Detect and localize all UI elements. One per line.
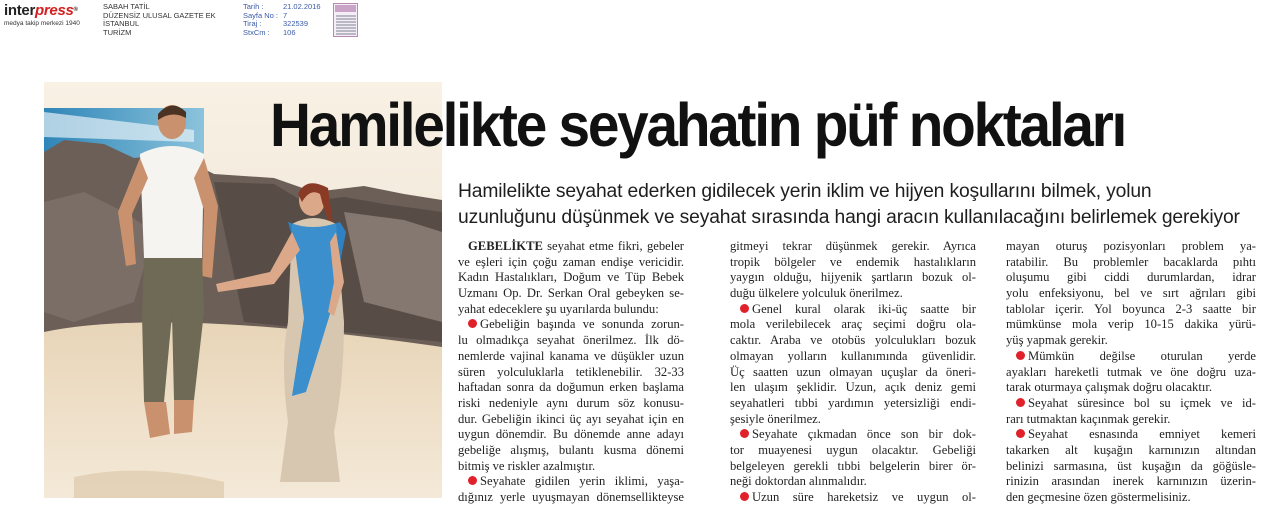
meta-page-value: 7 xyxy=(283,10,288,20)
body-line: duğu ülkelere yolculuk önerilmez. xyxy=(730,286,903,301)
bullet-icon xyxy=(740,429,749,438)
body-line: nemlerde vajinal kanama ve düşükler uzun xyxy=(458,348,684,363)
meta-stxcm-value: 106 xyxy=(283,27,296,37)
body-line: Kadın Hastalıkları, Doğum ve Tüp Bebek xyxy=(458,270,684,285)
body-line: yolu enfeksiyonu, bel ve sırt ağrıları gibi xyxy=(1006,286,1256,301)
subheadline-line: Hamilelikte seyahat ederken gidilecek yerin iklim ve hijyen koşullarını bilmek, yolun xyxy=(458,181,1152,202)
body-line: lu olmadıkça seyahat önerilmez. İlk dö- xyxy=(458,333,684,348)
body-line: Genel kural olarak iki-üç saatte bir xyxy=(730,302,976,318)
article-subheadline xyxy=(458,179,1278,231)
body-line: gitmeyi tekrar düşünmek gerekir. Ayrıca xyxy=(730,239,976,253)
meta-date-label: Tarih : xyxy=(243,2,264,11)
page-thumbnail[interactable] xyxy=(333,3,358,37)
body-line: tropik bölgeler ve endemik hastalıkların xyxy=(730,254,976,269)
body-line: yahat edeceklere şu uyarılarda bulundu: xyxy=(458,301,659,316)
body-line: şesiyle önerilmez. xyxy=(730,411,821,426)
body-line: Uzun süre hareketsiz ve uygun ol- xyxy=(730,490,976,506)
publication-city: İSTANBUL xyxy=(103,19,140,29)
body-line: mola verilebilecek araç seçimi doğru ola- xyxy=(730,317,976,332)
body-line: dur. Gebeliğin ikinci üç ayı seyahat için en xyxy=(458,411,684,426)
body-line: riski nedeniyle aynı durum söz konusu- xyxy=(458,395,684,410)
body-line: Mümkün değilse oturulan yerde xyxy=(1006,349,1256,365)
body-line: Seyahat esnasında emniyet kemeri xyxy=(1006,427,1256,443)
body-line: oluşumu gibi ciddi durumlardan, idrar xyxy=(1006,270,1256,285)
body-line: haftadan sonra da doğumun erken başlama xyxy=(458,380,684,395)
body-line: süren yolculuklarla tetiklenebilir. 32-33 xyxy=(458,364,684,379)
body-line: takarken alt kuşağın karnınızın altından xyxy=(1006,442,1256,457)
body-line: tor muayenesi uygun olacaktır. Gebeliği xyxy=(730,442,976,457)
body-line: ratabilir. Bu problemler bacaklarda pıhtı xyxy=(1006,254,1256,269)
body-line: belgeleyen gerekli tıbbi belgelerin birer ör- xyxy=(730,458,976,473)
meta-date-value: 21.02.2016 xyxy=(283,2,321,11)
body-line: neği doktordan alınmalıdır. xyxy=(730,474,867,489)
body-line: Gebeliğin başında ve sonunda zorun- xyxy=(458,317,684,333)
body-line: bitmiş ve riskler azalmıştır. xyxy=(458,458,596,473)
meta-circulation-value: 322539 xyxy=(283,19,309,29)
body-line: mayan oturuş pozisyonları problem ya- xyxy=(1006,239,1256,253)
body-line: Üç saatten uzun olmayan uçuşlar da öneri- xyxy=(730,364,976,379)
body-line: seyahatleri tıbbi yardımın yetersizliği endi- xyxy=(730,395,976,410)
bullet-icon xyxy=(468,476,477,485)
subheadline-line: uzunluğunu düşünmek ve seyahat sırasında hangi aracın kullanılacağını belirlemek gerekiyor xyxy=(458,207,1240,228)
bullet-icon xyxy=(740,304,749,313)
body-line: belinizi sarmasına, üst kuşağın da göğüsle- xyxy=(1006,458,1256,473)
body-line: ve eşleri için çoğu zaman endişe vericidir. xyxy=(458,254,684,269)
body-line: rarı tutmaktan kaçınmak gerekir. xyxy=(1006,411,1171,426)
publication-info xyxy=(103,3,216,37)
body-line: Uzmanı Op. Dr. Serkan Oral gebeyken se- xyxy=(458,286,684,301)
logo-tagline: medya takip merkezi 1940 xyxy=(4,20,80,27)
body-line: den geçmesine özen göstermelisiniz. xyxy=(1006,490,1191,504)
article-column-3 xyxy=(1006,239,1256,506)
body-line: ayakları hareketli tutmak ve öne doğru uza- xyxy=(1006,364,1256,379)
body-line: tablolar içerir. Yol boyunca 2-3 saatte bir xyxy=(1006,301,1256,316)
body-line: Seyahate gidilen yerin iklimi, yaşa- xyxy=(458,474,684,490)
interpress-logo xyxy=(4,2,96,36)
body-line: len ulaşım şeklidir. Uzun, açık deniz gemi xyxy=(730,380,976,395)
publication-name: SABAH TATİL xyxy=(103,2,150,11)
body-line: Seyahate çıkmadan önce son bir dok- xyxy=(730,427,976,443)
body-line: gebeliğe alışmış, bulantı kusma dönemi xyxy=(458,442,684,457)
article-headline: Hamilelikte seyahatin püf noktaları xyxy=(270,91,1126,159)
body-line: dığınız yerle uyuşmayan dönemsellikteyse xyxy=(458,490,684,504)
body-line: tarak oturmaya çalışmak doğru olacaktır. xyxy=(1006,380,1212,395)
meta-page-label: Sayfa No : xyxy=(243,10,279,20)
publication-category: TURİZM xyxy=(103,27,132,37)
bullet-icon xyxy=(1016,429,1025,438)
body-line: rinizin arasından inerek karnınızın üzerin- xyxy=(1006,474,1256,489)
body-line: uygun dönemdir. Bu dönemde anne adayı xyxy=(458,427,684,442)
meta-stxcm-label: StxCm : xyxy=(243,27,270,37)
body-line: yüş yapmak gerekir. xyxy=(1006,333,1108,348)
body-line: olmayan yolların kullanımında güvenlidir. xyxy=(730,348,976,363)
body-line: caktır. Araba ve otobüs yolculukları bozuk xyxy=(730,333,976,348)
meta-circulation-label: Tiraj : xyxy=(243,19,262,29)
logo-wordmark: interpress® xyxy=(4,2,78,19)
body-line: mümkünse mola verip 10-15 dakika yürü- xyxy=(1006,317,1256,332)
article-column-1 xyxy=(458,239,684,506)
bullet-icon xyxy=(1016,351,1025,360)
body-line: yaygın olduğu, hijyenik şartların bozuk ol- xyxy=(730,270,976,285)
publication-frequency: DÜZENSİZ ULUSAL GAZETE EK xyxy=(103,10,216,20)
body-line: GEBELİKTE seyahat etme fikri, gebeler xyxy=(468,239,684,253)
bullet-icon xyxy=(468,319,477,328)
article-column-2 xyxy=(730,239,976,506)
bullet-icon xyxy=(1016,398,1025,407)
bullet-icon xyxy=(740,492,749,501)
body-line: Seyahat süresince bol su içmek ve id- xyxy=(1006,396,1256,412)
lead-word: GEBELİKTE xyxy=(468,239,543,253)
clipping-meta xyxy=(243,3,335,37)
